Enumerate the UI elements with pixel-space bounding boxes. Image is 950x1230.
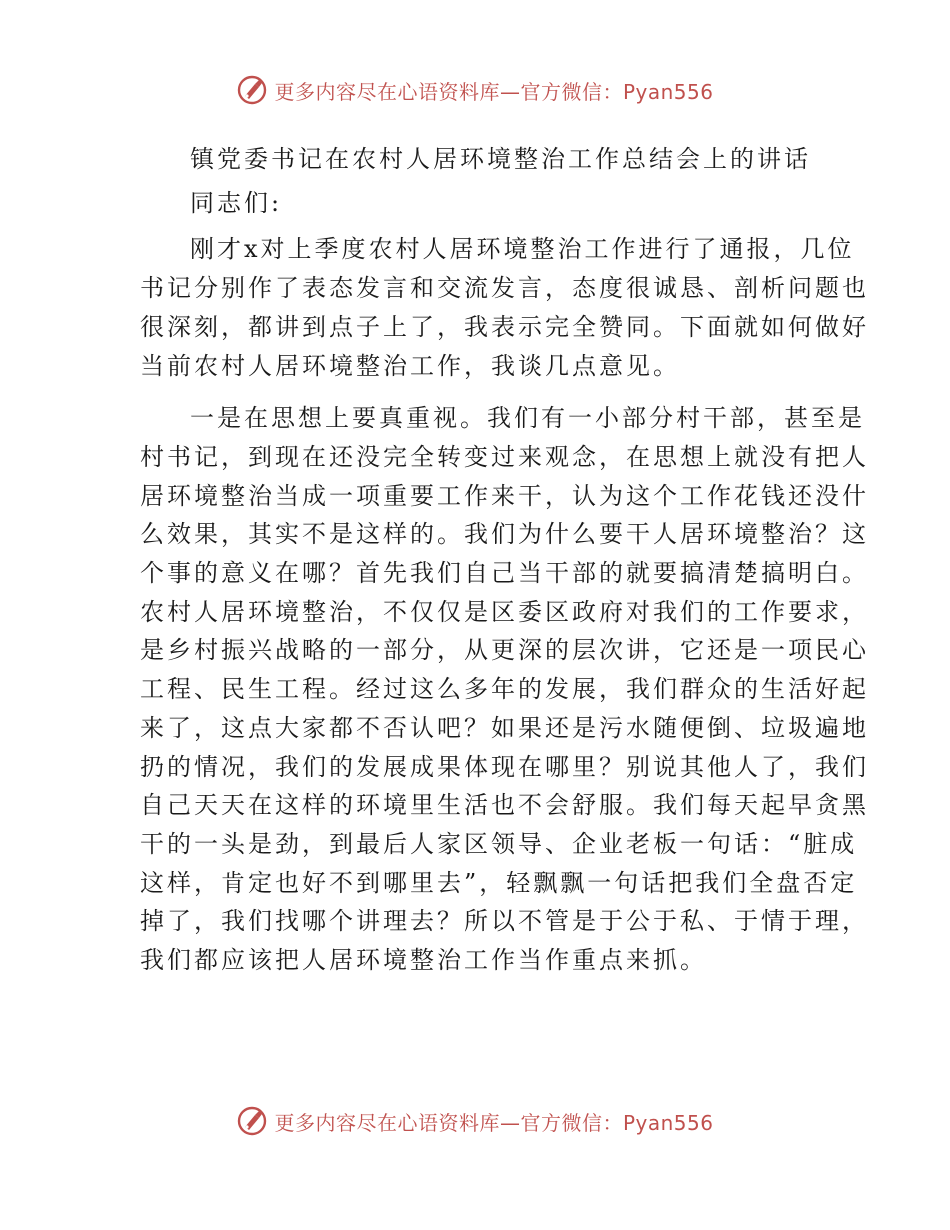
header-banner-text: 更多内容尽在心语资料库—官方微信：Pyan556 xyxy=(274,79,714,104)
paragraph-line: 居环境整治当成一项重要工作来干，认为这个工作花钱还没什 xyxy=(140,481,869,510)
paragraph-line: 么效果，其实不是这样的。我们为什么要干人居环境整治？这 xyxy=(140,520,869,549)
paragraph-line: 刚才x对上季度农村人居环境整治工作进行了通报，几位 xyxy=(190,235,855,264)
paragraph-line: 工程、民生工程。经过这么多年的发展，我们群众的生活好起 xyxy=(140,675,869,704)
paragraph-line: 当前农村人居环境整治工作，我谈几点意见。 xyxy=(140,351,680,380)
pen-nib-logo-icon xyxy=(236,74,268,106)
paragraph-line: 掉了，我们找哪个讲理去？所以不管是于公于私、于情于理， xyxy=(140,907,869,936)
paragraph-line: 扔的情况，我们的发展成果体现在哪里？别说其他人了，我们 xyxy=(140,752,869,781)
paragraph-line: 我们都应该把人居环境整治工作当作重点来抓。 xyxy=(140,946,707,975)
paragraph-line: 来了，这点大家都不否认吧？如果还是污水随便倒、垃圾遍地 xyxy=(140,713,869,742)
header-banner xyxy=(0,70,950,110)
salutation: 同志们: xyxy=(190,188,283,217)
paragraph-line: 村书记，到现在还没完全转变过来观念，在思想上就没有把人 xyxy=(140,442,869,471)
document-body xyxy=(140,140,869,994)
paragraph-line: 这样，肯定也好不到哪里去”，轻飘飘一句话把我们全盘否定 xyxy=(140,868,858,897)
footer-banner xyxy=(0,1101,950,1141)
paragraph-line: 自己天天在这样的环境里生活也不会舒服。我们每天起早贪黑 xyxy=(140,791,869,820)
paragraph-line: 书记分别作了表态发言和交流发言，态度很诚恳、剖析问题也 xyxy=(140,274,869,303)
paragraph-line: 干的一头是劲，到最后人家区领导、企业老板一句话：“脏成 xyxy=(140,829,858,858)
paragraph-line: 农村人居环境整治，不仅仅是区委区政府对我们的工作要求， xyxy=(140,597,869,626)
pen-nib-logo-icon xyxy=(236,1105,268,1137)
footer-banner-text: 更多内容尽在心语资料库—官方微信：Pyan556 xyxy=(274,1110,714,1135)
paragraph-1 xyxy=(140,230,869,385)
paragraph-line: 是乡村振兴战略的一部分，从更深的层次讲，它还是一项民心 xyxy=(140,636,869,665)
paragraph-line: 一是在思想上要真重视。我们有一小部分村干部，甚至是 xyxy=(190,404,865,433)
paragraph-line: 个事的意义在哪？首先我们自己当干部的就要搞清楚搞明白。 xyxy=(140,559,869,588)
paragraph-2 xyxy=(140,399,869,980)
paragraph-line: 很深刻，都讲到点子上了，我表示完全赞同。下面就如何做好 xyxy=(140,312,869,341)
document-title: 镇党委书记在农村人居环境整治工作总结会上的讲话 xyxy=(190,145,811,173)
